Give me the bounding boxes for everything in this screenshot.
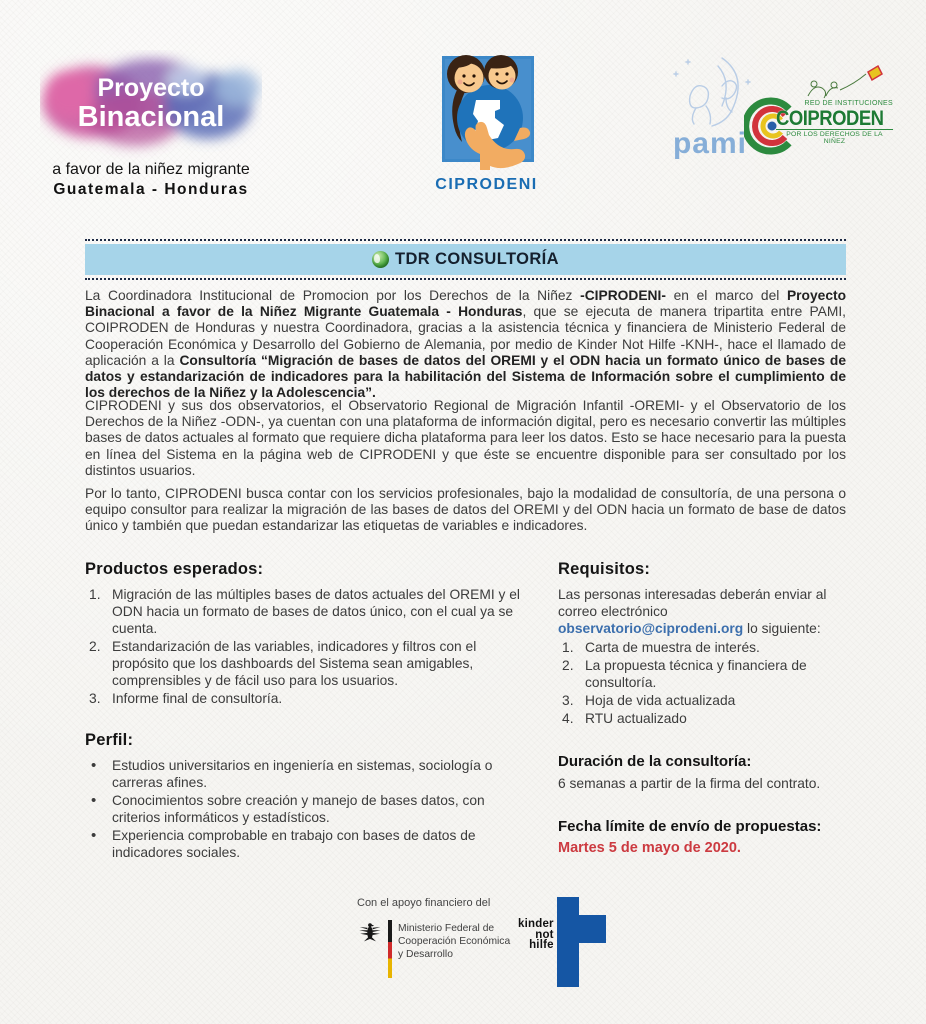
profile-heading: Perfil: (85, 731, 134, 749)
deadline-heading: Fecha límite de envío de propuestas: (558, 818, 822, 835)
right-column (558, 560, 850, 856)
coiproden-wordmark: COIPRODEN (776, 105, 884, 130)
product-item: Estandarización de las variables, indicadores y filtros con el propósito que los dashboards del Sistema sean amigables, comprensibles y de fácil uso para los usuarios. (112, 639, 477, 688)
p1-text3: , que se ejecuta de manera tripartita entre PAMI, COIPRODEN de Honduras y nuestra Coordinadora, gracias a la asistencia técnica y financiera de Ministerio Federal de Cooperación Económica y Desarrollo del Gobierno de Alemania, por medio de Kinder Not Hilfe -KNH-, hace el llamado de aplicación a la (85, 304, 846, 368)
intro-paragraph-2: CIPRODENI y sus dos observatorios, el Observatorio Regional de Migración Infantil -OREMI- y el Observatorio de los Derechos de la Niñez -ODN-, ya cuentan con una plataforma de información digital, pero es necesario convertir las múltiples bases de datos actuales al formato que requiere dicha plataforma para leer los datos. Esto se hace necesario para la puesta en línea del Sistema en la página web de CIPRODENI y que éste se encuentre disponible para ser consultado por los distintos usuarios. (85, 398, 846, 478)
product-item: Informe final de consultoría. (112, 691, 283, 706)
requirement-item: Carta de muestra de interés. (585, 640, 760, 655)
profile-item: • Experiencia comprobable en trabajo con bases de datos de indicadores sociales. (85, 827, 523, 861)
binacional-subtitle: a favor de la niñez migrante (52, 161, 250, 178)
globe-icon (372, 251, 389, 268)
banner-title: TDR CONSULTORÍA (395, 250, 559, 268)
p1-bold-proyecto: Proyecto Binacional a favor de la Niñez Migrante Guatemala - Honduras (85, 288, 847, 320)
coiproden-tagline-bottom: POR LOS DERECHOS DE LA NIÑEZ (776, 129, 893, 145)
ministry-line2: Cooperación Económica (398, 936, 511, 947)
p1-text2: en el marco del (665, 288, 787, 303)
req-intro-pre: Las personas interesadas deberán enviar al correo electrónico (558, 587, 827, 619)
p1-consultoria-title: Consultoría “Migración de bases de datos del OREMI y el ODN hacia un formato único de bases de datos y estandarización de indicadores para la habilitación del Sistema de Información sobre el cumplimiento de los derechos de la Niñez y la Adolescencia”. (85, 352, 846, 401)
intro-paragraph-1 (85, 288, 846, 401)
requirement-item: RTU actualizado (585, 711, 687, 726)
deadline-date: Martes 5 de mayo de 2020. (558, 840, 741, 856)
financial-support-label: Con el apoyo financiero del (357, 897, 491, 909)
ministry-line1: Ministerio Federal de (398, 923, 495, 934)
products-heading: Productos esperados: (85, 560, 264, 578)
ministry-line3: y Desarrollo (398, 949, 453, 960)
products-list (85, 586, 523, 707)
p1-bold-ciprodeni: -CIPRODENI- (580, 288, 666, 303)
intro-paragraph-3: Por lo tanto, CIPRODENI busca contar con los servicios profesionales, bajo la modalidad de consultoría, de una persona o equipo consultor para realizar la migración de las bases de datos del OREMI y del ODN hacia un formato de base de datos único y también que puedan estandarizar las etiquetas de variables e indicadores. (85, 486, 846, 534)
knh-line3: hilfe (529, 939, 554, 951)
requirements-list (558, 639, 850, 727)
requirement-item: Hoja de vida actualizada (585, 693, 736, 708)
tdr-banner (85, 239, 846, 280)
requirement-item: La propuesta técnica y financiera de consultoría. (585, 658, 807, 690)
binacional-title-line2: Binacional (77, 101, 225, 133)
kite-children-icon (798, 60, 888, 100)
profile-list (85, 757, 523, 861)
pami-wordmark: pami (672, 127, 748, 160)
german-flag-bar-icon (388, 920, 392, 978)
profile-item: • Conocimientos sobre creación y manejo de bases datos, con criterios informáticos y estadísticos. (85, 792, 523, 826)
product-item: Migración de las múltiples bases de datos actuales del OREMI y el ODN hacia un formato de bases de datos único, con el cual ya se cuenta. (112, 587, 520, 636)
kindernothilfe-logo (518, 915, 609, 987)
duration-heading: Duración de la consultoría: (558, 753, 752, 770)
watercolor-splash-icon (40, 50, 262, 162)
left-column (85, 560, 523, 862)
proyecto-binacional-logo (40, 50, 262, 199)
binacional-title-line1: Proyecto (97, 74, 205, 102)
binacional-countries: Guatemala - Honduras (53, 181, 249, 198)
ciprodeni-logo (424, 42, 549, 194)
knh-line1: kinder (518, 918, 554, 930)
knh-cross-icon (557, 915, 609, 987)
req-intro-post: lo siguiente: (743, 621, 821, 636)
p1-text: La Coordinadora Institucional de Promocion por los Derechos de la Niñez (85, 288, 581, 303)
bmz-ministry-logo (358, 920, 510, 978)
profile-item: • Estudios universitarios en ingeniería en sistemas, sociología o carreras afines. (85, 757, 523, 791)
duration-text: 6 semanas a partir de la firma del contrato. (558, 776, 821, 791)
requirements-heading: Requisitos: (558, 560, 651, 578)
knh-line2: not (535, 928, 554, 941)
requirements-intro (558, 586, 850, 637)
email-link[interactable]: observatorio@ciprodeni.org (558, 621, 744, 636)
german-eagle-icon (358, 920, 382, 944)
coiproden-tagline-top: RED DE INSTITUCIONES (804, 100, 893, 107)
ciprodeni-emblem-icon (424, 42, 549, 170)
ciprodeni-wordmark: CIPRODENI (435, 176, 538, 193)
